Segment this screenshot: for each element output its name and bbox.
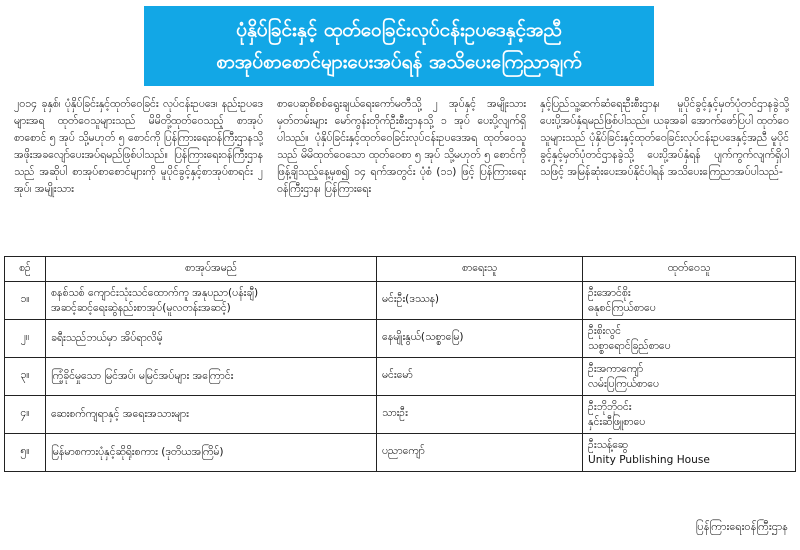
publishing-house: ဓနုစင်ကြယ်စာပေ: [588, 301, 656, 314]
row-number: ၃။: [5, 358, 46, 396]
publisher-name: ဦးစိုးလွင်: [588, 324, 622, 337]
table-header-row: [5, 257, 796, 282]
header-book-title: စာအုပ်အမည်: [46, 257, 377, 282]
publisher-table: [4, 256, 796, 472]
banner-line-1: ပုံနှိပ်ခြင်းနှင့် ထုတ်ဝေခြင်းလုပ်ငန်းဥပဒေနှင့်အညီ: [236, 19, 562, 41]
table-row: [5, 320, 796, 358]
row-number: ၅။: [5, 434, 46, 472]
publisher: [583, 358, 796, 396]
publishing-house: Unity Publishing House: [588, 453, 710, 466]
author: ပညာကျော်: [377, 434, 583, 472]
paragraph: နှင့်ပြည်သူ့ဆက်ဆံရေးဦးစီးဌာန၊ မူပိုင်ခွင့်နှင့်မှတ်ပုံတင်ဌာနခွဲသို့ ပေးပို့အပ်နှံရမည်ဖြစ်ပါသည်။ ယခုအခါ အောက်ဖော်ပြပါ ထုတ်ဝေသူများသည် ပုံနှိပ်ခြင်းနှင့်ထုတ်ဝေခြင်းလုပ်ငန်းဥပဒေနှင့်အညီ မူပိုင်ခွင့်နှင့်မှတ်ပုံတင်ဌာနခွဲသို့ ပေးပို့အပ်နှံရန် ပျက်ကွက်လျက်ရှိပါသဖြင့် အမြန်ဆုံးပေးအပ်နိုင်ပါရန် အသိပေးကြေညာအပ်ပါသည်-: [540, 98, 789, 178]
paragraph: ၂၀၁၄ ခုနှစ်၊ ပုံနှိပ်ခြင်းနှင့်ထုတ်ဝေခြင်း လုပ်ငန်းဥပဒေ၊ နည်းဥပဒေများအရ ထုတ်ဝေသူများသည် မိမိတို့ထုတ်ဝေသည့် စာအုပ်စာစောင် ၅ အုပ် သို့မဟုတ် ၅ စောင်ကို ပြန်ကြားရေးဝန်ကြီးဌာနသို့ အဖိုးအခလျော်ပေးအပ်ရမည်ဖြစ်ပါသည်။ ပြန်ကြားရေးဝန်ကြီးဌာနသည် အဆိုပါ စာအုပ်စာစောင်များကို မူပိုင်ခွင့်နှင့်စာအုပ်စာရင်း ၂ အုပ်၊ အမျိုးသား: [14, 98, 263, 195]
author: မင်းမော်: [377, 358, 583, 396]
table-row: [5, 434, 796, 472]
author: သားဦး: [377, 396, 583, 434]
publisher-name: ဦးဘိုဘိုဝင်း: [588, 400, 632, 413]
publisher-name: ဦးသန့်ဆွေ: [588, 438, 628, 451]
author: မင်းဦး(ဒဿန): [377, 282, 583, 320]
announcement-banner: [144, 6, 654, 86]
title-line: စနစ်သစ် ကျောင်းသုံးသင်ထောက်ကူ အနုပညာ(ပန်းချီ): [51, 286, 259, 299]
table-row: [5, 282, 796, 320]
book-title: [46, 396, 377, 434]
issuing-ministry: ပြန်ကြားရေးဝန်ကြီးဌာန: [695, 520, 788, 533]
text-column-2: [277, 96, 526, 246]
header-number: စဉ်: [5, 257, 46, 282]
title-line: ကြံ့ခိုင်မှုသော မြင်အပ်၊ မမြင်အပ်များ အကြောင်း: [51, 370, 234, 382]
publisher: [583, 282, 796, 320]
book-title: [46, 358, 377, 396]
row-number: ၁။: [5, 282, 46, 320]
publishing-house: လမ်းပြကြယ်စာပေ: [588, 377, 660, 390]
title-line: အဆင့်ဆင့်ရေးဆွဲနည်းစာအုပ်(မူလတန်းအဆင့်): [51, 301, 231, 314]
body-text-columns: [14, 96, 789, 246]
paragraph: စာပေဆုစိစစ်ရွေးချယ်ရေးကော်မတီသို့ ၂ အုပ်နှင့် အမျိုးသားမှတ်တမ်းများ မော်ကွန်းတိုက်ဦးစီးဌာနသို့ ၁ အုပ် ပေးပို့လျက်ရှိပါသည်။ ပုံနှိပ်ခြင်းနှင့်ထုတ်ဝေခြင်းလုပ်ငန်းဥပဒေအရ ထုတ်ဝေသူသည် မိမိထုတ်ဝေသော ထုတ်ဝေစာ ၅ အုပ် သို့မဟုတ် ၅ စောင်ကို ဖြန့်ချိသည့်နေ့မှစ၍ ၁၄ ရက်အတွင်း ပုံစံ (၁၁) ဖြင့် ပြန်ကြားရေးဝန်ကြီးဌာန၊ ပြန်ကြားရေး: [277, 98, 526, 195]
header-publisher: ထုတ်ဝေသူ: [583, 257, 796, 282]
book-title: [46, 320, 377, 358]
publishing-house: နှင်းဆီဖြူစာပေ: [588, 415, 646, 428]
publisher-name: ဦးအကာကျော်: [588, 362, 644, 375]
publisher-name: ဦးအောင်စိုး: [588, 286, 631, 299]
row-number: ၂။: [5, 320, 46, 358]
publishing-house: သစ္စာရောင်ခြည်စာပေ: [588, 339, 671, 352]
title-line: မြန်မာစကားပုံနှင့်ဆိုရိုးစကား (ဒုတိယအကြိမ်): [51, 446, 224, 458]
text-column-3: [540, 96, 789, 246]
publisher: [583, 434, 796, 472]
title-line: ဆေးစက်ကျရာနှင့် အရေးအသားများ: [51, 408, 189, 420]
author: နေမျိုးနွယ်(သစ္စာမြေ): [377, 320, 583, 358]
table-row: [5, 396, 796, 434]
header-author: စာရေးသူ: [377, 257, 583, 282]
banner-line-2: စာအုပ်စာစောင်များပေးအပ်ရန် အသိပေးကြေညာချက်: [216, 51, 582, 73]
book-title: [46, 282, 377, 320]
title-line: ခရီးသည်ဘယ်မှာ အိပ်ရာလိမ့်: [51, 332, 163, 344]
book-title: [46, 434, 377, 472]
table-row: [5, 358, 796, 396]
publisher: [583, 396, 796, 434]
row-number: ၄။: [5, 396, 46, 434]
text-column-1: [14, 96, 263, 246]
publisher: [583, 320, 796, 358]
